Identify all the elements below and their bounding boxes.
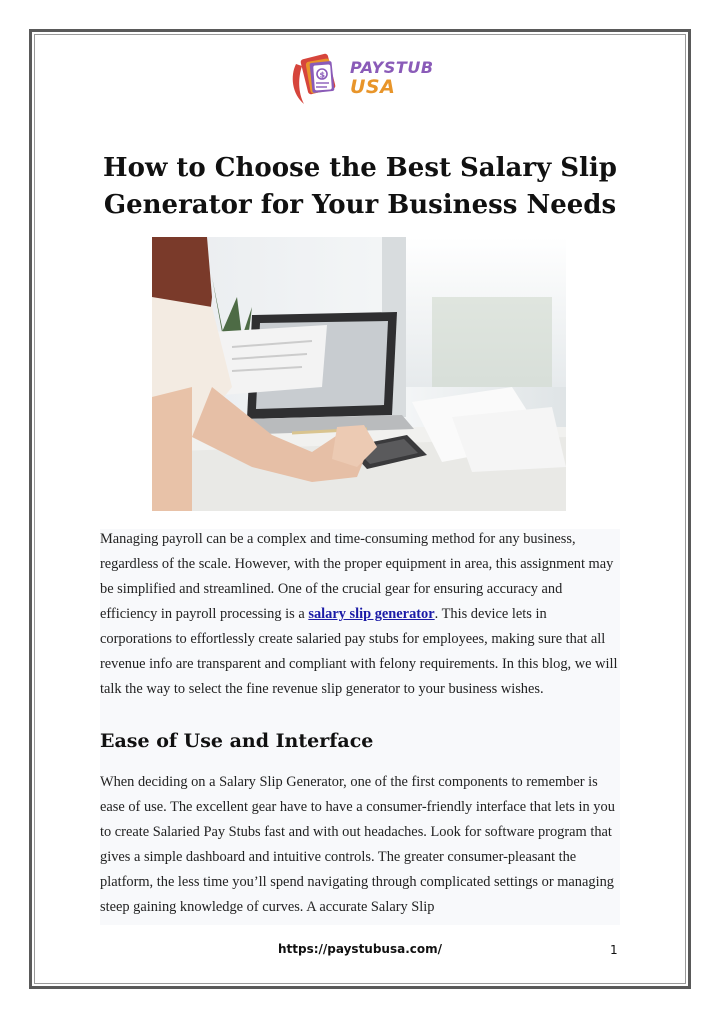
page-title bbox=[80, 150, 640, 224]
intro-text-before-link: Managing payroll can be a complex and time-consuming method for any business, regardless of the scale. However, with the proper equipment in area, this assignment may be simplified and streamlined. One of the crucial gear for ensuring accuracy and efficiency in payroll processing is a bbox=[100, 531, 614, 622]
page-number: 1 bbox=[610, 943, 618, 957]
logo-text-usa: USA bbox=[350, 76, 396, 98]
intro-text-after-link: . This device lets in corporations to effortlessly create salaried pay stubs for employees, making sure that all revenue info are transparent and compliant with felony requirements. In this blog, we will talk the way to select the fine revenue slip generator to your business wishes. bbox=[100, 606, 618, 697]
intro-paragraph bbox=[100, 527, 620, 702]
logo-text-paystub: PAYSTUB bbox=[350, 58, 434, 77]
woman-with-calculator-and-laptop-photo-icon bbox=[152, 237, 566, 511]
hero-photo bbox=[152, 237, 566, 511]
section-body-paragraph: When deciding on a Salary Slip Generator, one of the first components to remember is ease of use. The excellent gear have to have a consumer-friendly interface that lets in you to create Salaried Pay Stubs fast and with out headaches. Look for software program that gives a simple dashboard and intuitive controls. The greater consumer-pleasant the platform, the less time you’ll spend navigating through complicated settings or managing steep gaining knowledge of curves. A accurate Salary Slip bbox=[100, 774, 615, 915]
salary-slip-generator-link[interactable]: salary slip generator bbox=[308, 606, 435, 622]
svg-text:$: $ bbox=[319, 70, 326, 80]
title-line-2: Generator for Your Business Needs bbox=[103, 190, 617, 220]
paystub-usa-logo[interactable] bbox=[288, 52, 438, 108]
title-line-1: How to Choose the Best Salary Slip bbox=[103, 153, 617, 183]
section-heading: Ease of Use and Interface bbox=[100, 730, 374, 752]
footer-url-link[interactable]: https://paystubusa.com/ bbox=[277, 942, 443, 956]
paystub-logo-icon bbox=[288, 52, 348, 108]
